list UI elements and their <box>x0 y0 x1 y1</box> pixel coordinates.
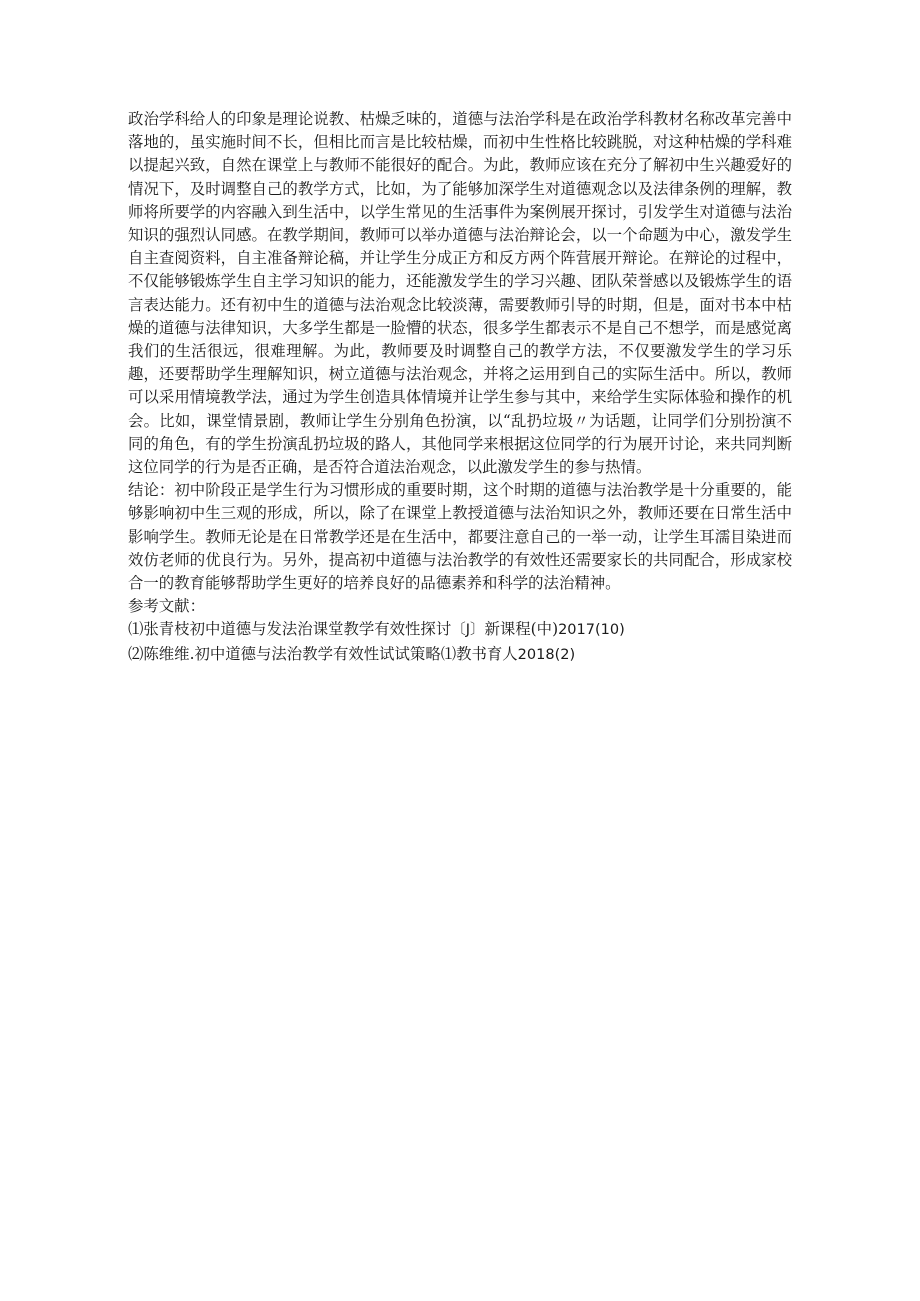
reference-2-issue: 2018(2) <box>517 646 576 663</box>
reference-1-journal: 新课程(中) <box>484 620 559 639</box>
conclusion-paragraph: 结论：初中阶段正是学生行为习惯形成的重要时期，这个时期的道德与法治教学是十分重要的，能够影响初中生三观的形成，所以，除了在课堂上教授道德与法治知识之外，教师还要在日常生活中影响学生。教师无论是在日常教学还是在生活中，都要注意自己的一举一动，让学生耳濡目染进而效仿老师的优良行为。另外，提高初中道德与法治教学的有效性还需要家长的共同配合，形成家校合一的教育能够帮助学生更好的培养良好的品德素养和科学的法治精神。 <box>128 481 792 593</box>
body-paragraph-1: 政治学科给人的印象是理论说教、枯燥乏味的，道德与法治学科是在政治学科教材名称改革完善中落地的，虽实施时间不长，但相比而言是比较枯燥，而初中生性格比较跳脱，对这种枯燥的学科难以提起兴致，自然在课堂上与教师不能很好的配合。为此，教师应该在充分了解初中生兴趣爱好的情况下，及时调整自己的教学方式，比如，为了能够加深学生对道德观念以及法律条例的理解，教师将所要学的内容融入到生活中，以学生常见的生活事件为案例展开探讨，引发学生对道德与法治知识的强烈认同感。在教学期间，教师可以举办道德与法治辩论会，以一个命题为中心，激发学生自主查阅资料，自主准备辩论稿，并让学生分成正方和反方两个阵营展开辩论。在辩论的过程中，不仅能够锻炼学生自主学习知识的能力，还能激发学生的学习兴趣、团队荣誉感以及锻炼学生的语言表达能力。还有初中生的道德与法治观念比较淡薄，需要教师引导的时期，但是，面对书本中枯燥的道德与法律知识，大多学生都是一脸懵的状态，很多学生都表示不是自己不想学，而是感觉离我们的生活很远，很难理解。为此，教师要及时调整自己的教学方法，不仅要激发学生的学习乐趣，还要帮助学生理解知识，树立道德与法治观念，并将之运用到自己的实际生活中。所以，教师可以采用情境教学法，通过为学生创造具体情境并让学生参与其中，来给学生实际体验和操作的机会。比如，课堂情景剧，教师让学生分别角色扮演，以“乱扔垃圾〃为话题，让同学们分别扮演不同的角色，有的学生扮演乱扔垃圾的路人，其他同学来根据这位同学的行为展开讨论，来共同判断这位同学的行为是否正确，是否符合道法治观念，以此激发学生的参与热情。 <box>128 110 792 477</box>
reference-1-text: ⑴张青枝初中道德与发法治课堂教学有效性探讨 <box>128 620 452 639</box>
reference-1-type: 〔J〕 <box>451 622 485 639</box>
reference-item-1 <box>128 618 792 642</box>
reference-1-issue: 2017(10) <box>558 622 625 639</box>
references-heading: 参考文献： <box>128 597 205 616</box>
reference-item-2 <box>128 643 792 667</box>
reference-list <box>128 618 792 666</box>
reference-2-text: ⑵陈维维.初中道德与法治教学有效性试试策略⑴教书育人 <box>128 644 518 663</box>
document-page <box>128 108 792 667</box>
